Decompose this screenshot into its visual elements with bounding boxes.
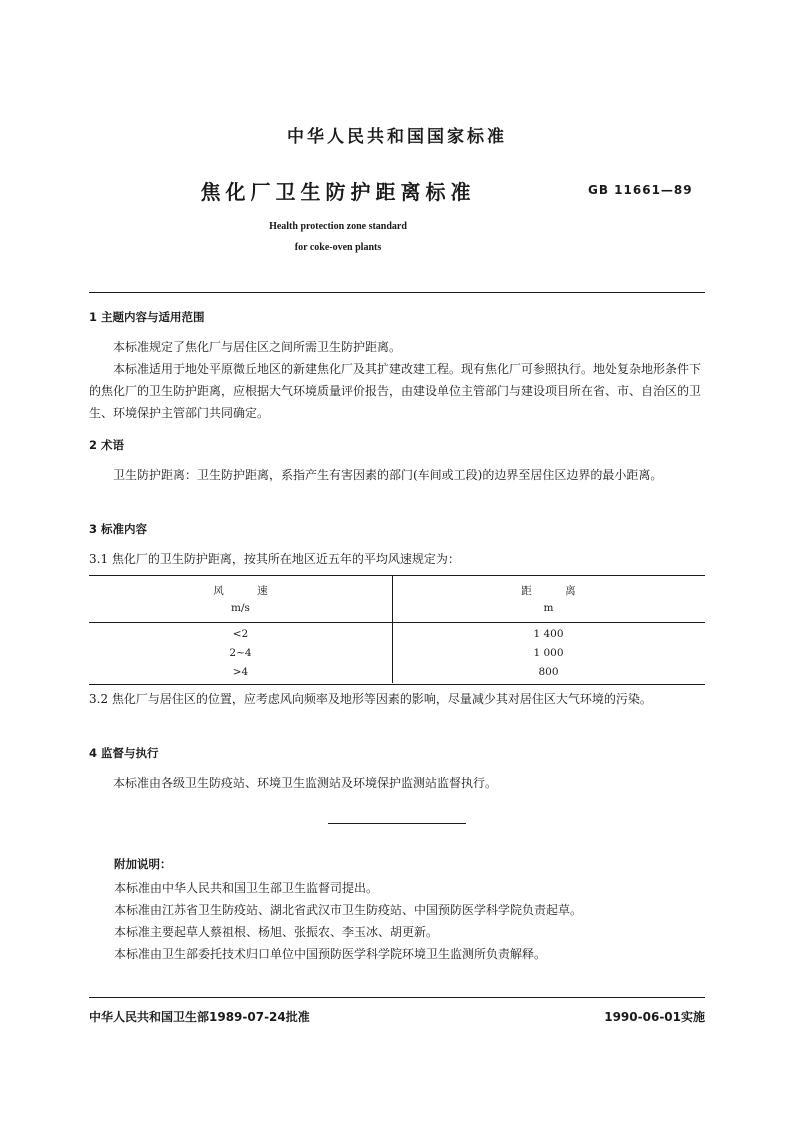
table-row-1-speed: <2 <box>232 628 249 640</box>
table-row-2-distance: 1 000 <box>533 647 564 659</box>
table-row-3-speed: >4 <box>232 666 249 678</box>
implementation-date: 1990-06-01实施 <box>604 1010 705 1024</box>
section-1-para-2: 本标准适用于地处平原微丘地区的新建焦化厂及其扩建改建工程。现有焦化厂可参照执行。地处复杂地形条件下的焦化厂的卫生防护距离，应根据大气环境质量评价报告，由建设单位主管部门与建设项目所在省、市、自治区的卫生、环境保护主管部门共同确定。 <box>89 362 702 420</box>
table-header-divider <box>89 622 705 623</box>
notes-line-2: 本标准由江苏省卫生防疫站、湖北省武汉市卫生防疫站、中国预防医学科学院负责起草。 <box>114 903 583 917</box>
table-unit-wind-speed: m/s <box>231 602 250 614</box>
notes-line-4: 本标准由卫生部委托技术归口单位中国预防医学科学院环境卫生监测所负责解释。 <box>114 947 547 961</box>
section-3-heading: 3 标准内容 <box>89 522 148 536</box>
table-row-3-distance: 800 <box>538 666 559 678</box>
top-rule <box>89 292 705 293</box>
english-title-line1: Health protection zone standard <box>269 221 407 232</box>
clause-3-1: 3.1 焦化厂的卫生防护距离，按其所在地区近五年的平均风速规定为： <box>89 552 460 566</box>
section-4-para-1: 本标准由各级卫生防疫站、环境卫生监测站及环境保护监测站监督执行。 <box>113 776 498 790</box>
separator-rule <box>328 823 466 824</box>
table-row-2-speed: 2~4 <box>229 647 252 659</box>
bottom-rule <box>89 997 705 998</box>
notes-line-1: 本标准由中华人民共和国卫生部卫生监督司提出。 <box>114 881 379 895</box>
approval-date: 中华人民共和国卫生部1989-07-24批准 <box>89 1010 310 1024</box>
table-head-wind-speed: 风 速 <box>213 585 268 597</box>
national-standard-heading: 中华人民共和国国家标准 <box>287 127 507 147</box>
gb-number: GB 11661—89 <box>588 183 693 197</box>
table-row-1-distance: 1 400 <box>533 628 564 640</box>
english-title-line2: for coke-oven plants <box>294 242 382 253</box>
section-4-heading: 4 监督与执行 <box>89 746 159 760</box>
notes-heading: 附加说明： <box>114 857 172 871</box>
table-unit-distance: m <box>543 602 554 614</box>
notes-line-3: 本标准主要起草人蔡祖根、杨旭、张振农、李玉冰、胡更新。 <box>114 925 439 939</box>
document-title: 焦化厂卫生防护距离标准 <box>200 180 476 204</box>
clause-3-2: 3.2 焦化厂与居住区的位置，应考虑风向频率及地形等因素的影响，尽量减少其对居住区大气环境的污染。 <box>89 692 652 706</box>
section-1-heading: 1 主题内容与适用范围 <box>89 310 205 324</box>
section-2-para-1: 卫生防护距离：卫生防护距离，系指产生有害因素的部门(车间或工段)的边界至居住区边界的最小距离。 <box>113 468 663 482</box>
table-head-distance: 距 离 <box>521 585 576 597</box>
section-1-para-1: 本标准规定了焦化厂与居住区之间所需卫生防护距离。 <box>113 340 402 354</box>
section-2-heading: 2 术语 <box>89 438 125 452</box>
